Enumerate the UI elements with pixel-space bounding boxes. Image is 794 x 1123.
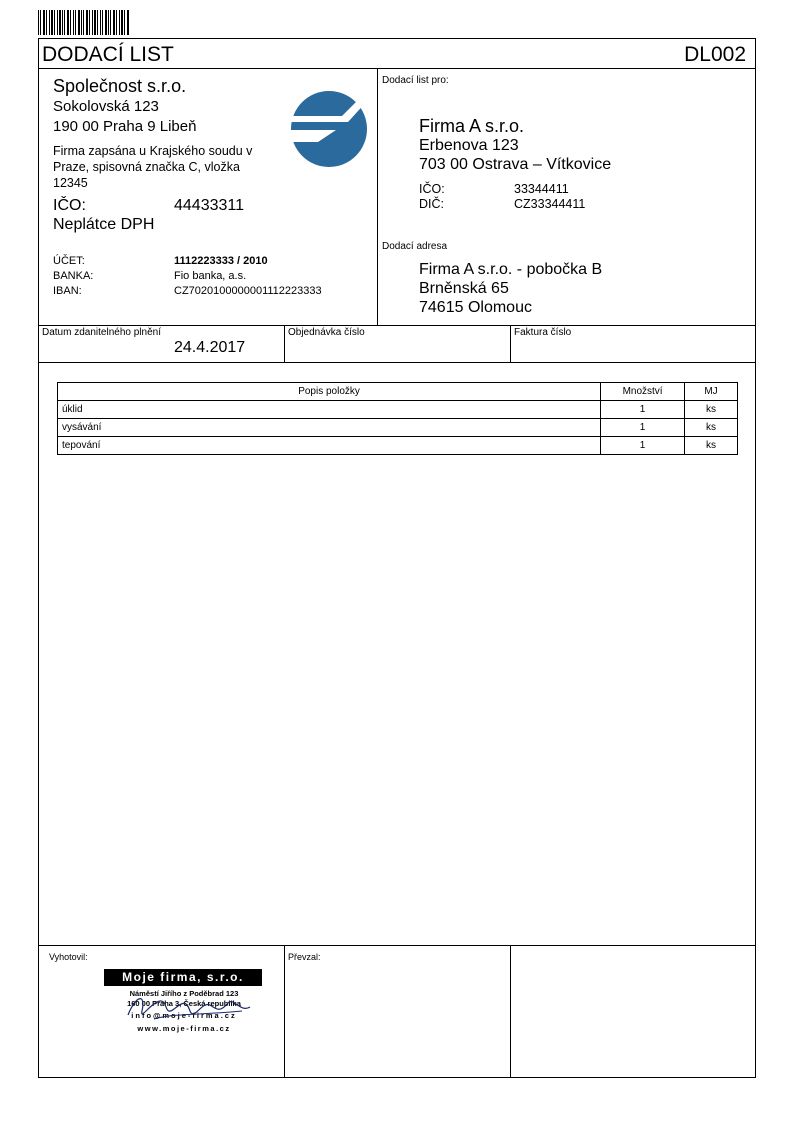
- date-value: 24.4.2017: [174, 339, 246, 356]
- customer-ico-label: IČO:: [419, 182, 445, 196]
- item-qty: 1: [601, 401, 685, 419]
- company-logo: [290, 90, 368, 168]
- table-row: [58, 437, 738, 455]
- customer-dic: CZ33344411: [514, 197, 586, 211]
- stamp-web: www.moje-firma.cz: [137, 1024, 231, 1033]
- stamp-line: Náměstí Jiřího z Poděbrad 123: [129, 989, 239, 998]
- customer-dic-label: DIČ:: [419, 197, 444, 211]
- supplier-register-line: Praze, spisovná značka C, vložka: [53, 160, 240, 174]
- supplier-name: Společnost s.r.o.: [53, 76, 187, 96]
- supplier-register-line: Firma zapsána u Krajského soudu v: [53, 144, 253, 158]
- barcode-image: [38, 10, 129, 35]
- issued-label: Vyhotovil:: [49, 952, 88, 962]
- account-label: ÚČET:: [53, 255, 85, 267]
- table-header-row: [58, 383, 738, 401]
- received-label: Převzal:: [288, 952, 321, 962]
- item-desc: vysávání: [58, 419, 601, 437]
- document-frame: [38, 38, 756, 1078]
- item-unit: ks: [685, 401, 738, 419]
- company-stamp: [104, 969, 264, 1037]
- customer-city: 703 00 Ostrava – Vítkovice: [419, 156, 612, 173]
- delivery-label: Dodací adresa: [382, 241, 448, 252]
- invoice-label: Faktura číslo: [514, 327, 572, 338]
- supplier-ico: 44433311: [174, 197, 244, 214]
- column-header-desc: Popis položky: [58, 383, 601, 401]
- divider: [284, 325, 285, 362]
- date-label: Datum zdanitelného plnění: [42, 327, 161, 338]
- items-table: [57, 382, 738, 455]
- delivery-line: Firma A s.r.o. - pobočka B: [419, 261, 603, 278]
- item-unit: ks: [685, 437, 738, 455]
- iban-label: IBAN:: [53, 285, 82, 297]
- divider: [38, 325, 756, 326]
- supplier-city: 190 00 Praha 9 Libeň: [53, 118, 197, 135]
- supplier-street: Sokolovská 123: [53, 98, 159, 115]
- divider: [38, 68, 756, 69]
- item-qty: 1: [601, 437, 685, 455]
- stamp-line: 160 00 Praha 3, Česká republika: [127, 999, 241, 1008]
- customer-ico: 33344411: [514, 182, 569, 196]
- table-row: [58, 419, 738, 437]
- divider: [510, 945, 511, 1078]
- column-header-unit: MJ: [685, 383, 738, 401]
- item-desc: úklid: [58, 401, 601, 419]
- item-desc: tepování: [58, 437, 601, 455]
- divider: [284, 945, 285, 1078]
- divider: [38, 945, 756, 946]
- column-header-qty: Množství: [601, 383, 685, 401]
- bank-name: Fio banka, a.s.: [174, 270, 247, 282]
- account-number: 1112223333 / 2010: [174, 255, 268, 267]
- customer-street: Erbenova 123: [419, 137, 519, 154]
- divider: [38, 362, 756, 363]
- divider: [510, 325, 511, 362]
- supplier-register-line: 12345: [53, 176, 88, 190]
- document-number: DL002: [684, 43, 746, 66]
- table-row: [58, 401, 738, 419]
- supplier-vat-status: Neplátce DPH: [53, 216, 155, 233]
- customer-label: Dodací list pro:: [382, 75, 449, 86]
- iban: CZ7020100000001112223333: [174, 285, 322, 297]
- delivery-line: Brněnská 65: [419, 280, 509, 297]
- item-unit: ks: [685, 419, 738, 437]
- document-title: DODACÍ LIST: [42, 43, 174, 66]
- supplier-ico-label: IČO:: [53, 197, 86, 214]
- divider: [377, 68, 378, 326]
- stamp-company: Moje firma, s.r.o.: [104, 969, 262, 986]
- signature-image: [124, 991, 254, 1025]
- customer-name: Firma A s.r.o.: [419, 116, 525, 136]
- bank-label: BANKA:: [53, 270, 94, 282]
- order-label: Objednávka číslo: [288, 327, 365, 338]
- delivery-line: 74615 Olomouc: [419, 299, 532, 316]
- stamp-email: info@moje-firma.cz: [131, 1011, 237, 1020]
- item-qty: 1: [601, 419, 685, 437]
